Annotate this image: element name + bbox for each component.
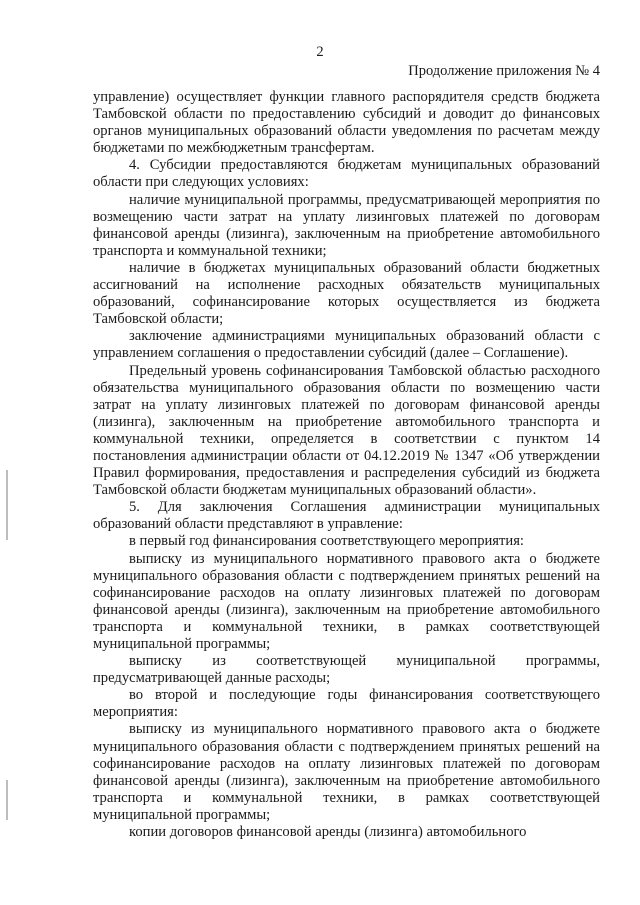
scan-margin-mark bbox=[6, 780, 8, 820]
document-body bbox=[93, 89, 600, 841]
paragraph-text: выписку из соответствующей муниципальной программы, предусматривающей данные расходы; bbox=[93, 653, 600, 687]
paragraph-text: выписку из муниципального нормативного правового акта о бюджете муниципального образования области с подтверждением принятых решений на софинансирование расходов на оплату лизинговых платежей по договорам финансовой аренды (лизинга), заключенным на приобретение автомобильного транспорта и коммунальной техники, в рамках соответствующей муниципальной программы; bbox=[93, 550, 600, 652]
paragraph-text: заключение администрациями муниципальных образований области с управлением соглашения о предоставлении субсидий (далее – Соглашение). bbox=[93, 328, 600, 362]
paragraph-text: управление) осуществляет функции главного распорядителя средств бюджета Тамбовской области по предоставлению субсидий и доводит до финансовых органов муниципальных образований области уведомления по расчетам между бюджетами по межбюджетным трансфертам. bbox=[93, 89, 600, 157]
paragraph-text: наличие муниципальной программы, предусматривающей мероприятия по возмещению части затрат на уплату лизинговых платежей по договорам финансовой аренды (лизинга), заключенным на приобретение автомобильного транспорта и коммунальной техники; bbox=[93, 191, 600, 259]
paragraph-text: наличие в бюджетах муниципальных образований области бюджетных ассигнований на исполнение расходных обязательств муниципальных образований, софинансирование которых осуществляется из бюджета Тамбовской области; bbox=[93, 259, 600, 328]
paragraph-text: Предельный уровень софинансирования Тамбовской областью расходного обязательства муниципального образования области по возмещению части затрат на уплату лизинговых платежей по договорам финансовой аренды (лизинга), заключенным на приобретение автомобильного транспорта и коммунальной техники, определяется в соответствии с пунктом 14 постановления администрации области от 04.12.2019 № 1347 «Об утверждении Правил формирования, предоставления и распределения субсидий из бюджета Тамбовской области бюджетам муниципальных образований области». bbox=[93, 362, 600, 499]
scan-margin-mark bbox=[6, 470, 8, 540]
paragraph-text: 5. Для заключения Соглашения администрации муниципальных образований области представляют в управление: bbox=[93, 499, 600, 533]
paragraph-text: во второй и последующие годы финансирования соответствующего мероприятия: bbox=[93, 687, 600, 721]
paragraph-text: копии договоров финансовой аренды (лизинга) автомобильного bbox=[129, 824, 527, 841]
appendix-continuation-label: Продолжение приложения № 4 bbox=[408, 63, 600, 79]
page-number: 2 bbox=[316, 44, 324, 60]
paragraph-text: в первый год финансирования соответствующего мероприятия: bbox=[129, 533, 524, 550]
paragraph-text: выписку из муниципального нормативного правового акта о бюджете муниципального образования области с подтверждением принятых решений на софинансирование расходов на оплату лизинговых платежей по договорам финансовой аренды (лизинга), заключенным на приобретение автомобильного транспорта и коммунальной техники, в рамках соответствующей муниципальной программы; bbox=[93, 721, 600, 823]
paragraph-text: 4. Субсидии предоставляются бюджетам муниципальных образований области при следующих условиях: bbox=[93, 157, 600, 191]
